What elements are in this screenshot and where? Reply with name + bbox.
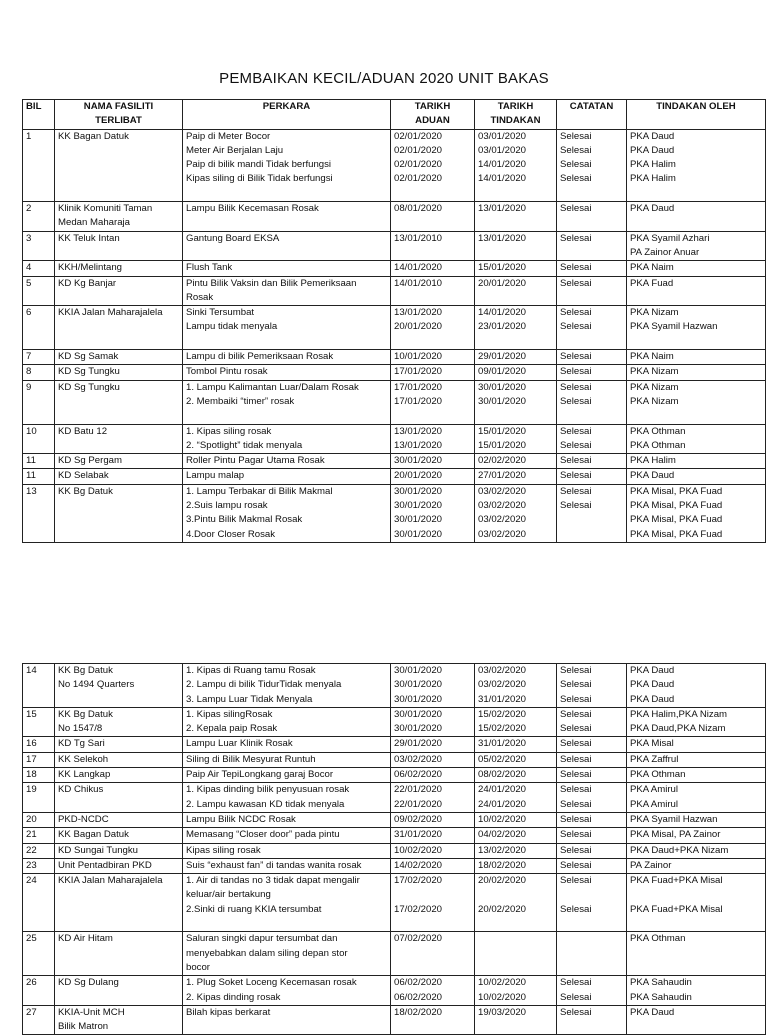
cell-fasiliti: KD Sungai Tungku (55, 843, 183, 858)
cell-fasiliti: KD Sg Dulang (55, 976, 183, 1006)
cell-perkara: Suis “exhaust fan” di tandas wanita rosak (183, 858, 391, 873)
cell-bil: 23 (23, 858, 55, 873)
table-row (23, 664, 766, 708)
cell-tarikh-tindakan: 30/01/2020 30/01/2020 (475, 380, 557, 424)
cell-tarikh-aduan: 14/01/2020 (391, 261, 475, 276)
cell-tindakan-oleh: PKA Daud (627, 469, 766, 484)
cell-catatan: Selesai (557, 469, 627, 484)
cell-bil: 9 (23, 380, 55, 424)
table-row (23, 843, 766, 858)
cell-perkara: 1. Lampu Terbakar di Bilik Makmal 2.Suis lampu rosak 3.Pintu Bilik Makmal Rosak 4.Door Closer Rosak (183, 484, 391, 542)
table-row (23, 932, 766, 976)
cell-tindakan-oleh: PKA Nizam (627, 365, 766, 380)
cell-bil: 11 (23, 454, 55, 469)
cell-perkara: Roller Pintu Pagar Utama Rosak (183, 454, 391, 469)
table-row (23, 976, 766, 1006)
cell-fasiliti: KKIA-Unit MCH Bilik Matron (55, 1005, 183, 1035)
table-row (23, 874, 766, 932)
cell-tindakan-oleh: PKA Amirul PKA Amirul (627, 783, 766, 813)
cell-tarikh-tindakan: 10/02/2020 10/02/2020 (475, 976, 557, 1006)
header-tindakan-oleh: TINDAKAN OLEH (627, 100, 766, 130)
cell-tarikh-tindakan: 13/02/2020 (475, 843, 557, 858)
cell-perkara: Paip Air TepiLongkang garaj Bocor (183, 768, 391, 783)
cell-bil: 27 (23, 1005, 55, 1035)
cell-tarikh-aduan: 07/02/2020 (391, 932, 475, 976)
cell-bil: 21 (23, 828, 55, 843)
cell-fasiliti: PKD-NCDC (55, 812, 183, 827)
table-row (23, 129, 766, 201)
table-row (23, 365, 766, 380)
cell-perkara: Paip di Meter Bocor Meter Air Berjalan Laju Paip di bilik mandi Tidak berfungsi Kipas siling di Bilik Tidak berfungsi (183, 129, 391, 201)
cell-tarikh-aduan: 13/01/2010 (391, 231, 475, 261)
cell-catatan: Selesai (557, 276, 627, 306)
cell-bil: 11 (23, 469, 55, 484)
cell-perkara: Saluran singki dapur tersumbat dan menyebabkan dalam siling depan stor bocor (183, 932, 391, 976)
cell-bil: 14 (23, 664, 55, 708)
cell-tindakan-oleh: PKA Zaffrul (627, 752, 766, 767)
cell-tarikh-tindakan: 09/01/2020 (475, 365, 557, 380)
cell-tarikh-aduan: 29/01/2020 (391, 737, 475, 752)
cell-tarikh-tindakan: 20/01/2020 (475, 276, 557, 306)
cell-fasiliti: KD Sg Samak (55, 350, 183, 365)
cell-bil: 19 (23, 783, 55, 813)
table-row (23, 812, 766, 827)
cell-catatan: Selesai (557, 261, 627, 276)
cell-tindakan-oleh: PKA Daud (627, 1005, 766, 1035)
cell-tindakan-oleh: PKA Naim (627, 261, 766, 276)
cell-catatan: Selesai Selesai (557, 783, 627, 813)
cell-fasiliti: KK Bg Datuk (55, 484, 183, 542)
cell-tindakan-oleh: PKA Sahaudin PKA Sahaudin (627, 976, 766, 1006)
header-tarikh-tindakan: TARIKH TINDAKAN (475, 100, 557, 130)
cell-bil: 16 (23, 737, 55, 752)
cell-perkara: Lampu di bilik Pemeriksaan Rosak (183, 350, 391, 365)
cell-tarikh-aduan: 30/01/2020 30/01/2020 30/01/2020 (391, 664, 475, 708)
cell-perkara: 1. Kipas siling rosak 2. “Spotlight” tidak menyala (183, 424, 391, 454)
cell-catatan: Selesai (557, 737, 627, 752)
cell-catatan: Selesai (557, 350, 627, 365)
cell-bil: 18 (23, 768, 55, 783)
cell-fasiliti: KD Tg Sari (55, 737, 183, 752)
cell-tindakan-oleh: PKA Fuad+PKA Misal PKA Fuad+PKA Misal (627, 874, 766, 932)
cell-tarikh-tindakan: 14/01/2020 23/01/2020 (475, 306, 557, 350)
cell-perkara: Siling di Bilik Mesyurat Runtuh (183, 752, 391, 767)
cell-tindakan-oleh: PKA Othman (627, 768, 766, 783)
cell-tarikh-aduan: 02/01/2020 02/01/2020 02/01/2020 02/01/2020 (391, 129, 475, 201)
table-row (23, 380, 766, 424)
cell-fasiliti: KKIA Jalan Maharajalela (55, 306, 183, 350)
cell-perkara: 1. Kipas di Ruang tamu Rosak 2. Lampu di bilik TidurTidak menyala 3. Lampu Luar Tidak Menyala (183, 664, 391, 708)
cell-perkara: Bilah kipas berkarat (183, 1005, 391, 1035)
table-row (23, 737, 766, 752)
cell-bil: 7 (23, 350, 55, 365)
header-fasiliti: NAMA FASILITI TERLIBAT (55, 100, 183, 130)
cell-tarikh-aduan: 31/01/2020 (391, 828, 475, 843)
cell-tarikh-aduan: 30/01/2020 30/01/2020 30/01/2020 30/01/2020 (391, 484, 475, 542)
cell-tindakan-oleh: PKA Nizam PKA Syamil Hazwan (627, 306, 766, 350)
table-row (23, 783, 766, 813)
cell-fasiliti: KD Selabak (55, 469, 183, 484)
cell-tarikh-tindakan: 05/02/2020 (475, 752, 557, 767)
cell-tarikh-aduan: 30/01/2020 (391, 454, 475, 469)
cell-tindakan-oleh: PKA Daud+PKA Nizam (627, 843, 766, 858)
cell-perkara: Kipas siling rosak (183, 843, 391, 858)
cell-tindakan-oleh: PKA Naim (627, 350, 766, 365)
cell-bil: 5 (23, 276, 55, 306)
cell-bil: 4 (23, 261, 55, 276)
table-row (23, 828, 766, 843)
complaints-table-2 (22, 663, 766, 1035)
header-bil: BIL (23, 100, 55, 130)
cell-bil: 13 (23, 484, 55, 542)
cell-fasiliti: KD Sg Pergam (55, 454, 183, 469)
cell-tarikh-tindakan: 29/01/2020 (475, 350, 557, 365)
table-row (23, 202, 766, 232)
cell-bil: 3 (23, 231, 55, 261)
cell-tindakan-oleh: PA Zainor (627, 858, 766, 873)
cell-tarikh-aduan: 17/01/2020 17/01/2020 (391, 380, 475, 424)
cell-catatan: Selesai Selesai (557, 707, 627, 737)
cell-catatan: Selesai (557, 812, 627, 827)
cell-tarikh-aduan: 17/01/2020 (391, 365, 475, 380)
cell-perkara: Gantung Board EKSA (183, 231, 391, 261)
cell-tindakan-oleh: PKA Misal, PKA Fuad PKA Misal, PKA Fuad PKA Misal, PKA Fuad PKA Misal, PKA Fuad (627, 484, 766, 542)
cell-tarikh-aduan: 10/01/2020 (391, 350, 475, 365)
cell-catatan: Selesai (557, 828, 627, 843)
cell-fasiliti: Unit Pentadbiran PKD (55, 858, 183, 873)
cell-perkara: Lampu Bilik NCDC Rosak (183, 812, 391, 827)
cell-tarikh-tindakan: 10/02/2020 (475, 812, 557, 827)
cell-tarikh-aduan: 30/01/2020 30/01/2020 (391, 707, 475, 737)
cell-catatan: Selesai Selesai (557, 976, 627, 1006)
cell-tindakan-oleh: PKA Misal, PA Zainor (627, 828, 766, 843)
cell-bil: 10 (23, 424, 55, 454)
table-row (23, 484, 766, 542)
cell-tarikh-aduan: 14/02/2020 (391, 858, 475, 873)
document-title: PEMBAIKAN KECIL/ADUAN 2020 UNIT BAKAS (219, 70, 549, 87)
cell-tarikh-aduan: 10/02/2020 (391, 843, 475, 858)
cell-tindakan-oleh: PKA Othman (627, 932, 766, 976)
cell-fasiliti: KK Bg Datuk No 1547/8 (55, 707, 183, 737)
cell-tarikh-tindakan: 02/02/2020 (475, 454, 557, 469)
cell-perkara: Lampu Luar Klinik Rosak (183, 737, 391, 752)
cell-tarikh-tindakan: 19/03/2020 (475, 1005, 557, 1035)
cell-tindakan-oleh: PKA Daud (627, 202, 766, 232)
cell-tarikh-tindakan: 08/02/2020 (475, 768, 557, 783)
cell-tarikh-aduan: 13/01/2020 13/01/2020 (391, 424, 475, 454)
cell-perkara: 1. Kipas dinding bilik penyusuan rosak 2. Lampu kawasan KD tidak menyala (183, 783, 391, 813)
cell-catatan: Selesai (557, 231, 627, 261)
cell-tindakan-oleh: PKA Syamil Azhari PA Zainor Anuar (627, 231, 766, 261)
cell-tarikh-aduan: 18/02/2020 (391, 1005, 475, 1035)
table-row (23, 454, 766, 469)
cell-bil: 25 (23, 932, 55, 976)
cell-fasiliti: KD Chikus (55, 783, 183, 813)
cell-catatan: Selesai Selesai Selesai (557, 664, 627, 708)
cell-tindakan-oleh: PKA Halim,PKA Nizam PKA Daud,PKA Nizam (627, 707, 766, 737)
cell-catatan: Selesai (557, 454, 627, 469)
header-perkara: PERKARA (183, 100, 391, 130)
cell-catatan: Selesai Selesai (557, 874, 627, 932)
cell-catatan: Selesai (557, 1005, 627, 1035)
cell-bil: 1 (23, 129, 55, 201)
cell-fasiliti: KD Batu 12 (55, 424, 183, 454)
cell-tarikh-tindakan: 15/02/2020 15/02/2020 (475, 707, 557, 737)
cell-tarikh-aduan: 22/01/2020 22/01/2020 (391, 783, 475, 813)
cell-tarikh-tindakan: 31/01/2020 (475, 737, 557, 752)
cell-tindakan-oleh: PKA Halim (627, 454, 766, 469)
cell-tarikh-tindakan: 03/02/2020 03/02/2020 03/02/2020 03/02/2020 (475, 484, 557, 542)
cell-fasiliti: KD Sg Tungku (55, 380, 183, 424)
cell-fasiliti: KD Air Hitam (55, 932, 183, 976)
cell-tarikh-tindakan (475, 932, 557, 976)
cell-catatan: Selesai (557, 752, 627, 767)
cell-tarikh-aduan: 06/02/2020 (391, 768, 475, 783)
cell-fasiliti: KD Kg Banjar (55, 276, 183, 306)
cell-tarikh-aduan: 17/02/2020 17/02/2020 (391, 874, 475, 932)
cell-bil: 2 (23, 202, 55, 232)
cell-catatan: Selesai Selesai Selesai Selesai (557, 129, 627, 201)
cell-tindakan-oleh: PKA Daud PKA Daud PKA Daud (627, 664, 766, 708)
cell-bil: 22 (23, 843, 55, 858)
cell-tarikh-tindakan: 20/02/2020 20/02/2020 (475, 874, 557, 932)
cell-fasiliti: KK Teluk Intan (55, 231, 183, 261)
cell-catatan: Selesai (557, 202, 627, 232)
cell-catatan: Selesai Selesai (557, 484, 627, 542)
cell-tindakan-oleh: PKA Fuad (627, 276, 766, 306)
table-row (23, 261, 766, 276)
cell-perkara: Sinki Tersumbat Lampu tidak menyala (183, 306, 391, 350)
cell-fasiliti: KK Bg Datuk No 1494 Quarters (55, 664, 183, 708)
header-catatan: CATATAN (557, 100, 627, 130)
cell-tindakan-oleh: PKA Othman PKA Othman (627, 424, 766, 454)
cell-tarikh-tindakan: 03/02/2020 03/02/2020 31/01/2020 (475, 664, 557, 708)
cell-perkara: Lampu Bilik Kecemasan Rosak (183, 202, 391, 232)
table-row (23, 1005, 766, 1035)
table-row (23, 752, 766, 767)
cell-perkara: Pintu Bilik Vaksin dan Bilik Pemeriksaan Rosak (183, 276, 391, 306)
cell-perkara: 1. Air di tandas no 3 tidak dapat mengalir keluar/air bertakung 2.Sinki di ruang KKIA tersumbat (183, 874, 391, 932)
cell-catatan: Selesai (557, 858, 627, 873)
table-row (23, 858, 766, 873)
cell-bil: 17 (23, 752, 55, 767)
cell-tarikh-aduan: 14/01/2010 (391, 276, 475, 306)
cell-fasiliti: KKH/Melintang (55, 261, 183, 276)
cell-tarikh-tindakan: 15/01/2020 15/01/2020 (475, 424, 557, 454)
cell-tarikh-tindakan: 18/02/2020 (475, 858, 557, 873)
cell-fasiliti: KK Langkap (55, 768, 183, 783)
table-row (23, 276, 766, 306)
header-tarikh-aduan: TARIKH ADUAN (391, 100, 475, 130)
cell-catatan: Selesai Selesai (557, 380, 627, 424)
cell-bil: 15 (23, 707, 55, 737)
cell-catatan: Selesai Selesai (557, 424, 627, 454)
cell-tarikh-aduan: 09/02/2020 (391, 812, 475, 827)
cell-bil: 6 (23, 306, 55, 350)
cell-tarikh-tindakan: 13/01/2020 (475, 202, 557, 232)
cell-perkara: 1. Lampu Kalimantan Luar/Dalam Rosak 2. Membaiki “timer” rosak (183, 380, 391, 424)
complaints-table-1 (22, 99, 766, 543)
cell-tindakan-oleh: PKA Misal (627, 737, 766, 752)
header-row (23, 100, 766, 130)
cell-catatan: Selesai (557, 843, 627, 858)
cell-fasiliti: KK Selekoh (55, 752, 183, 767)
cell-catatan: Selesai (557, 365, 627, 380)
cell-tarikh-tindakan: 04/02/2020 (475, 828, 557, 843)
cell-perkara: Memasang “Closer door” pada pintu (183, 828, 391, 843)
cell-tarikh-aduan: 08/01/2020 (391, 202, 475, 232)
cell-catatan (557, 932, 627, 976)
cell-perkara: Tombol Pintu rosak (183, 365, 391, 380)
cell-catatan: Selesai (557, 768, 627, 783)
table-row (23, 768, 766, 783)
cell-tarikh-aduan: 03/02/2020 (391, 752, 475, 767)
cell-tarikh-tindakan: 24/01/2020 24/01/2020 (475, 783, 557, 813)
cell-bil: 20 (23, 812, 55, 827)
cell-tindakan-oleh: PKA Nizam PKA Nizam (627, 380, 766, 424)
cell-perkara: 1. Plug Soket Loceng Kecemasan rosak 2. Kipas dinding rosak (183, 976, 391, 1006)
table-row (23, 231, 766, 261)
cell-tarikh-tindakan: 13/01/2020 (475, 231, 557, 261)
table-row (23, 469, 766, 484)
cell-tarikh-aduan: 20/01/2020 (391, 469, 475, 484)
table-row (23, 707, 766, 737)
cell-perkara: Flush Tank (183, 261, 391, 276)
cell-tarikh-aduan: 06/02/2020 06/02/2020 (391, 976, 475, 1006)
cell-tindakan-oleh: PKA Syamil Hazwan (627, 812, 766, 827)
cell-catatan: Selesai Selesai (557, 306, 627, 350)
cell-tarikh-aduan: 13/01/2020 20/01/2020 (391, 306, 475, 350)
cell-bil: 8 (23, 365, 55, 380)
cell-fasiliti: KD Sg Tungku (55, 365, 183, 380)
table-row (23, 306, 766, 350)
cell-fasiliti: KKIA Jalan Maharajalela (55, 874, 183, 932)
table-row (23, 350, 766, 365)
cell-tarikh-tindakan: 27/01/2020 (475, 469, 557, 484)
cell-bil: 26 (23, 976, 55, 1006)
table-row (23, 424, 766, 454)
cell-tarikh-tindakan: 03/01/2020 03/01/2020 14/01/2020 14/01/2020 (475, 129, 557, 201)
cell-fasiliti: Klinik Komuniti Taman Medan Maharaja (55, 202, 183, 232)
cell-fasiliti: KK Bagan Datuk (55, 129, 183, 201)
cell-fasiliti: KK Bagan Datuk (55, 828, 183, 843)
cell-tindakan-oleh: PKA Daud PKA Daud PKA Halim PKA Halim (627, 129, 766, 201)
cell-bil: 24 (23, 874, 55, 932)
cell-perkara: Lampu malap (183, 469, 391, 484)
cell-perkara: 1. Kipas silingRosak 2. Kepala paip Rosak (183, 707, 391, 737)
cell-tarikh-tindakan: 15/01/2020 (475, 261, 557, 276)
